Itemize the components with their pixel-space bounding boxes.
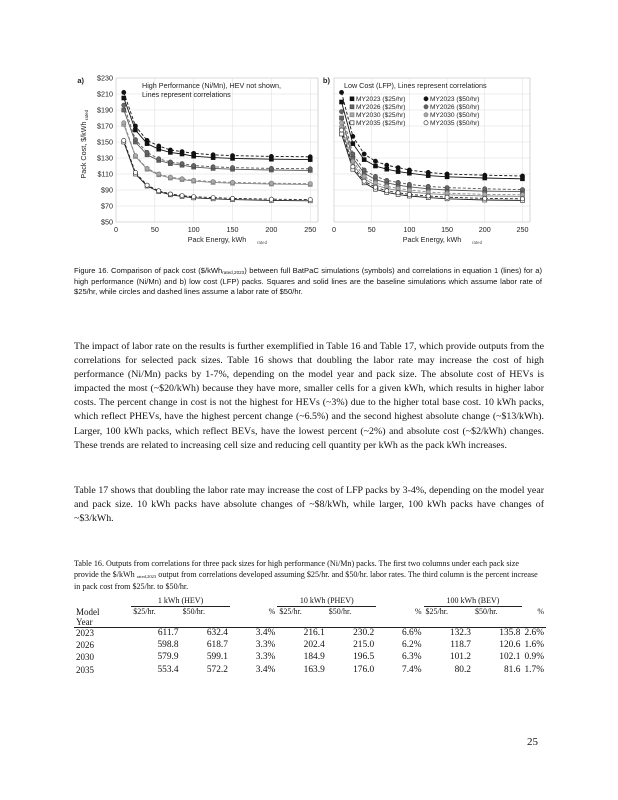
data-point — [483, 196, 487, 200]
table-header-row — [74, 607, 546, 628]
data-point — [362, 152, 366, 156]
y-tick-label: $90 — [101, 185, 113, 195]
data-point — [269, 197, 273, 201]
data-point — [373, 185, 377, 189]
table-cell: 101.2 — [449, 652, 471, 663]
legend-entry: MY2035 ($25/hr) — [356, 120, 406, 127]
table-cell: 618.7 — [206, 639, 228, 650]
data-point — [211, 165, 215, 169]
panel-label: a) — [77, 76, 84, 85]
chart-b-low-cost — [322, 70, 534, 252]
table-cell: 572.2 — [206, 664, 228, 675]
data-point — [362, 179, 366, 183]
table-cell: 598.8 — [157, 639, 179, 650]
table-cell: 176.0 — [353, 664, 375, 675]
chart-title-line: Low Cost (LFP), Lines represent correlations — [344, 81, 487, 90]
data-point — [269, 154, 273, 158]
col-header: % — [376, 607, 423, 628]
data-point — [122, 121, 126, 125]
data-point — [520, 174, 524, 178]
data-point — [520, 188, 524, 192]
table-cell: 6.2% — [402, 639, 422, 650]
x-tick-label: 50 — [367, 225, 376, 234]
chart-title-line: High Performance (Ni/Mn), HEV not shown, — [142, 81, 282, 90]
group-header-bev: 100 kWh (BEV) — [424, 596, 523, 607]
data-point — [180, 162, 184, 166]
data-point — [180, 177, 184, 181]
data-point — [445, 186, 449, 190]
legend-marker — [350, 105, 354, 109]
data-point — [340, 132, 344, 136]
table-cell: 599.1 — [206, 652, 228, 663]
data-point — [180, 194, 184, 198]
caption-subscript: rated,2023 — [222, 270, 245, 275]
data-point — [351, 134, 355, 138]
x-tick-label: 250 — [304, 225, 317, 234]
data-point — [211, 180, 215, 184]
data-point — [230, 180, 234, 184]
page-number: 25 — [527, 736, 538, 748]
data-point — [230, 166, 234, 170]
row-label-year: Year — [76, 616, 93, 627]
data-point — [426, 184, 430, 188]
legend-entry: MY2023 ($50/hr) — [430, 96, 480, 103]
data-point — [122, 90, 126, 94]
data-point — [385, 189, 389, 193]
table-cell: 184.9 — [303, 652, 325, 663]
x-tick-label: 50 — [150, 225, 159, 234]
table-caption-text-1: Table 16. Outputs from correlations for three pack sizes for high performance (Ni/Mn) packs. The first two columns under each pack size provide the $/kWh — [74, 559, 519, 580]
data-point — [373, 164, 377, 168]
data-point — [396, 191, 400, 195]
data-point — [520, 197, 524, 201]
data-point — [133, 154, 137, 158]
table-cell: 3.3% — [255, 652, 276, 663]
table-16-caption — [74, 558, 540, 593]
data-point — [396, 180, 400, 184]
data-point — [122, 108, 126, 112]
row-label-header — [74, 607, 131, 628]
data-point — [230, 154, 234, 158]
x-tick-label: 150 — [226, 225, 239, 234]
table-cell: 3.4% — [255, 627, 276, 638]
legend-entry: MY2023 ($25/hr) — [356, 96, 406, 103]
table-cell: 3.4% — [255, 664, 276, 675]
table-row — [74, 640, 546, 652]
y-axis-label-subscript: rated — [84, 109, 89, 120]
table-row — [74, 652, 546, 664]
data-point — [122, 138, 126, 142]
data-point — [340, 100, 344, 104]
x-tick-label: 0 — [332, 225, 336, 234]
y-axis-label-group — [79, 109, 89, 178]
legend-entry: MY2026 ($50/hr) — [430, 104, 480, 111]
y-axis-label: Pack Cost, $/kWh — [79, 121, 88, 179]
data-point — [373, 181, 377, 185]
data-point — [180, 150, 184, 154]
data-point — [269, 166, 273, 170]
body-paragraph-1: The impact of labor rate on the results is further exemplified in Table 16 and Table 17, which provide outputs from the correlations for selected pack sizes. Table 16 shows that doubling the labor rate may increase the cost of high performance (Ni/Mn) packs by 1-7%, depending on the model year and pack size. The absolute cost of HEVs is impacted the most (~$20/kWh) because they have more, smaller cells for a given kWh, which results in higher labor costs. The percent change in cost is not the highest for HEVs (~3%) due to the higher total base cost. 10 kWh packs, which reflect PHEVs, have the highest percent change (~6.5%) and the second highest absolute change (~$13/kWh). Larger, 100 kWh packs, which reflect BEVs, have the lowest percent (~2%) and absolute cost (~$2/kWh) changes. These trends are related to increasing cell size and reducing cell quantity per kWh as the pack kWh increases. — [74, 341, 544, 451]
y-tick-label: $210 — [97, 89, 113, 99]
table-cell: 7.4% — [402, 664, 422, 675]
data-point — [339, 128, 343, 132]
table-cell: 6.3% — [402, 652, 422, 663]
data-point — [396, 170, 400, 174]
table-16 — [74, 596, 546, 677]
data-point — [145, 150, 149, 154]
legend-marker — [424, 121, 428, 125]
x-tick-label: 150 — [441, 225, 454, 234]
x-axis-label: Pack Energy, kWh — [402, 235, 462, 244]
data-point — [385, 167, 389, 171]
x-tick-label: 200 — [478, 225, 491, 234]
data-point — [211, 153, 215, 157]
group-spacer — [230, 596, 277, 607]
data-point — [385, 178, 389, 182]
data-point — [426, 194, 430, 198]
legend-marker — [424, 105, 428, 109]
legend-entry: MY2035 ($50/hr) — [430, 120, 480, 127]
table-cell: 135.8 — [499, 627, 521, 638]
table-cell: 611.7 — [157, 627, 179, 638]
table-16-body — [74, 627, 546, 677]
table-row — [74, 665, 546, 677]
legend-entry: MY2030 ($50/hr) — [430, 112, 480, 119]
table-cell: 102.1 — [499, 652, 521, 663]
table-cell: 0.9% — [524, 652, 544, 663]
data-point — [396, 186, 400, 190]
data-point — [426, 170, 430, 174]
table-cell: 6.6% — [402, 627, 422, 638]
data-point — [407, 182, 411, 186]
data-point — [339, 121, 343, 125]
col-header: % — [522, 607, 546, 628]
data-point — [407, 168, 411, 172]
data-point — [133, 124, 137, 128]
data-point — [157, 189, 161, 193]
data-point — [407, 188, 411, 192]
data-point — [445, 195, 449, 199]
data-point — [308, 182, 312, 186]
data-point — [145, 183, 149, 187]
data-point — [385, 163, 389, 167]
legend-marker — [350, 97, 354, 101]
legend-marker — [350, 121, 354, 125]
table-caption-subscript: rated,2023 — [136, 574, 157, 580]
data-point — [211, 196, 215, 200]
col-header: $25/hr. — [277, 607, 326, 628]
data-point — [351, 165, 355, 169]
caption-text-2: ) between full BatPaC simulations (symbols) and correlations in equation 1 (lines) for a) high performance (Ni/Mn) and b) low cost (LFP) packs. Squares and solid lines are the baseline simulations which assume labor rate of $25/hr, while circles and dashed lines assume a labor rate of $50/hr. — [74, 266, 542, 296]
table-cell: 196.5 — [353, 652, 375, 663]
x-axis-label: Pack Energy, kWh — [187, 235, 247, 244]
data-point — [351, 152, 355, 156]
table-cell: 216.1 — [303, 627, 325, 638]
col-header: $25/hr. — [131, 607, 180, 628]
table-cell: 215.0 — [353, 639, 375, 650]
col-header: $25/hr. — [424, 607, 473, 628]
data-point — [362, 158, 366, 162]
data-point — [168, 192, 172, 196]
legend-entry: MY2030 ($25/hr) — [356, 112, 406, 119]
figure-16-caption — [74, 266, 542, 297]
table-cell: 579.9 — [157, 652, 179, 663]
chart-title-line: Lines represent correlations — [142, 90, 231, 99]
table-cell: 163.9 — [303, 664, 325, 675]
x-tick-label: 100 — [187, 225, 200, 234]
data-point — [122, 96, 126, 100]
row-year: 2030 — [76, 652, 94, 663]
data-point — [168, 148, 172, 152]
data-point — [407, 192, 411, 196]
group-header-hev: 1 kWh (HEV) — [131, 596, 230, 607]
data-point — [133, 138, 137, 142]
x-tick-label: 200 — [265, 225, 278, 234]
row-year: 2023 — [76, 627, 94, 638]
y-tick-label: $230 — [97, 73, 113, 83]
col-header: $50/hr. — [327, 607, 376, 628]
data-point — [157, 144, 161, 148]
data-point — [168, 160, 172, 164]
group-spacer — [522, 596, 546, 607]
table-row — [74, 627, 546, 640]
table-cell: 553.4 — [157, 664, 179, 675]
row-year: 2026 — [76, 639, 94, 650]
x-tick-label: 100 — [403, 225, 416, 234]
col-header: $50/hr. — [181, 607, 230, 628]
data-point — [362, 168, 366, 172]
data-point — [157, 157, 161, 161]
data-point — [133, 128, 137, 132]
y-tick-label: $50 — [101, 217, 113, 227]
data-point — [483, 187, 487, 191]
x-tick-label: 250 — [516, 225, 529, 234]
table-group-row — [74, 596, 546, 607]
data-point — [520, 193, 524, 197]
data-point — [122, 103, 126, 107]
data-point — [351, 142, 355, 146]
body-paragraph-2: Table 17 shows that doubling the labor rate may increase the cost of LFP packs by 3-4%, depending on the model year and pack size. 10 kWh packs have absolute changes of ~$8/kWh, while larger, 100 kWh packs have changes of ~$3/kWh. — [74, 485, 544, 525]
data-point — [339, 90, 343, 94]
group-header-phev: 10 kWh (PHEV) — [277, 596, 376, 607]
legend-marker — [424, 113, 428, 117]
data-point — [230, 196, 234, 200]
data-point — [340, 116, 344, 120]
data-point — [192, 163, 196, 167]
data-point — [308, 155, 312, 159]
data-point — [145, 138, 149, 142]
table-cell: 81.6 — [503, 664, 521, 675]
table-cell: 230.2 — [353, 627, 375, 638]
data-point — [362, 174, 366, 178]
legend-entry: MY2026 ($25/hr) — [356, 104, 406, 111]
row-label-model: Model — [76, 606, 100, 617]
col-header: $50/hr. — [473, 607, 522, 628]
table-cell: 132.3 — [449, 627, 471, 638]
table-corner — [74, 596, 131, 607]
data-point — [373, 159, 377, 163]
table-cell: 202.4 — [303, 639, 325, 650]
row-year: 2035 — [76, 664, 94, 675]
data-point — [385, 184, 389, 188]
data-point — [192, 151, 196, 155]
table-cell: 1.6% — [524, 639, 544, 650]
data-point — [426, 190, 430, 194]
y-tick-label: $190 — [97, 105, 113, 115]
table-caption-text-2: output from correlations developed assuming $25/hr. and $50/hr. labor rates. The third column is the percent increase in pack cost from $25/hr. to $50/hr. — [74, 570, 538, 592]
data-point — [396, 166, 400, 170]
panel-label: b) — [322, 76, 330, 85]
data-point — [168, 175, 172, 179]
data-point — [445, 191, 449, 195]
chart-a-high-performance — [74, 70, 324, 252]
caption-text-1: Figure 16. Comparison of pack cost ($/kWh — [74, 266, 223, 275]
col-header: % — [230, 607, 277, 628]
table-cell: 632.4 — [206, 627, 228, 638]
y-tick-label: $170 — [97, 121, 113, 131]
x-axis-label-subscript: rated — [472, 240, 483, 245]
table-cell: 3.3% — [255, 639, 276, 650]
y-tick-label: $110 — [97, 169, 113, 179]
legend-marker — [424, 97, 428, 101]
data-point — [269, 181, 273, 185]
x-tick-label: 0 — [114, 225, 118, 234]
data-point — [133, 170, 137, 174]
data-point — [351, 159, 355, 163]
y-tick-label: $150 — [97, 137, 113, 147]
data-point — [192, 195, 196, 199]
data-point — [308, 198, 312, 202]
y-tick-label: $70 — [101, 201, 113, 211]
data-point — [483, 192, 487, 196]
data-point — [445, 172, 449, 176]
table-cell: 1.7% — [524, 664, 544, 675]
data-point — [373, 174, 377, 178]
x-axis-label-subscript: rated — [257, 240, 268, 245]
table-cell: 120.6 — [499, 639, 521, 650]
group-spacer — [376, 596, 423, 607]
table-cell: 2.6% — [524, 627, 544, 638]
data-point — [192, 178, 196, 182]
table-cell: 118.7 — [450, 639, 471, 650]
data-point — [483, 173, 487, 177]
data-point — [339, 110, 343, 114]
data-point — [145, 166, 149, 170]
data-point — [308, 167, 312, 171]
table-cell: 80.2 — [454, 664, 471, 675]
data-point — [157, 172, 161, 176]
legend-marker — [350, 113, 354, 117]
y-tick-label: $130 — [97, 153, 113, 163]
